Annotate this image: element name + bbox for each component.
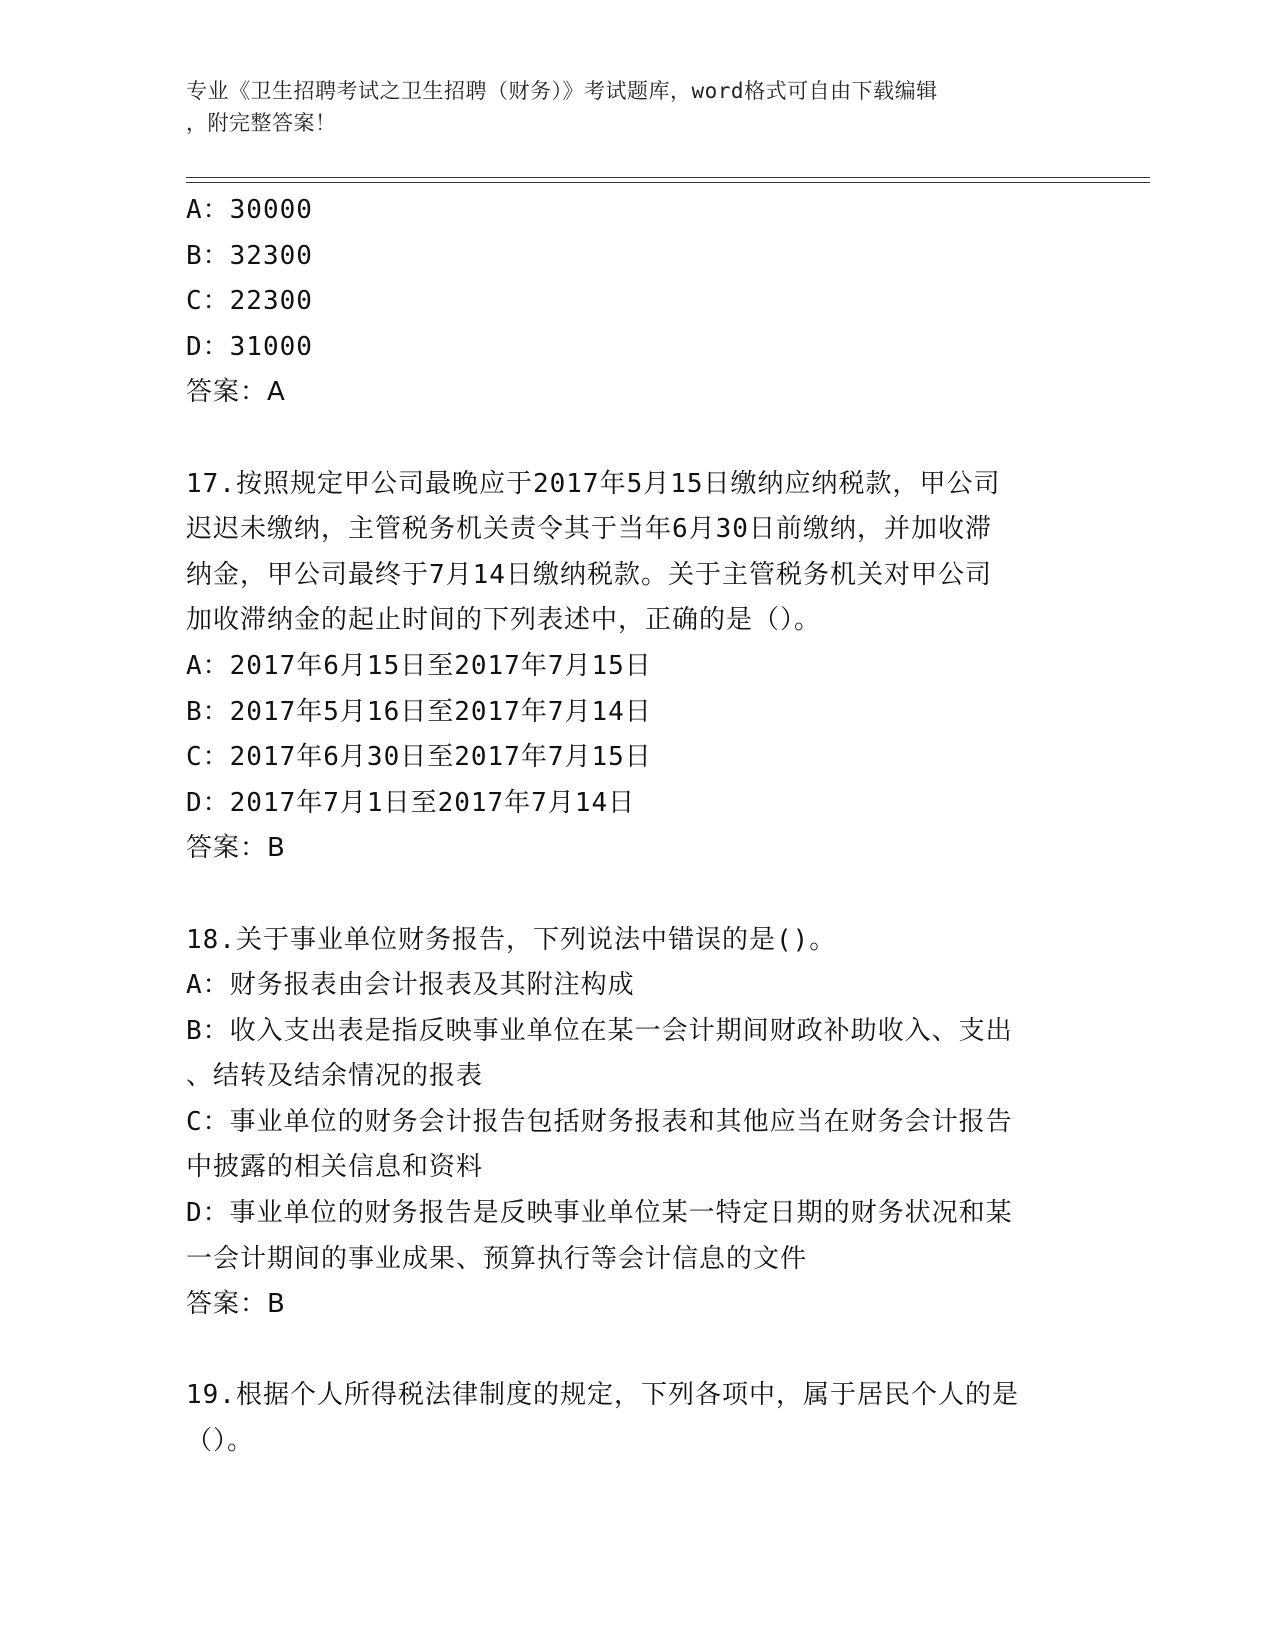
option-b: B：收入支出表是指反映事业单位在某一会计期间财政补助收入、支出 bbox=[186, 1015, 1013, 1046]
option-d: D：31000 bbox=[186, 331, 313, 362]
option-a: A：2017年6月15日至2017年7月15日 bbox=[186, 650, 652, 681]
spacer bbox=[186, 1328, 1076, 1374]
option-b: B：32300 bbox=[186, 240, 313, 271]
option-d: D：2017年7月1日至2017年7月14日 bbox=[186, 787, 636, 818]
question-stem-line: 18.关于事业单位财务报告，下列说法中错误的是()。 bbox=[186, 924, 837, 955]
question-16 bbox=[186, 188, 1076, 416]
option-c: C：22300 bbox=[186, 286, 313, 317]
document-header bbox=[186, 75, 1066, 139]
option-c: C：事业单位的财务会计报告包括财务报表和其他应当在财务会计报告 bbox=[186, 1106, 1013, 1137]
header-divider-bottom bbox=[186, 182, 1150, 183]
option-b-continued: 、结转及结余情况的报表 bbox=[186, 1061, 484, 1092]
option-d: D：事业单位的财务报告是反映事业单位某一特定日期的财务状况和某 bbox=[186, 1198, 1013, 1229]
question-18 bbox=[186, 918, 1076, 1328]
question-stem-line: 纳金，甲公司最终于7月14日缴纳税款。关于主管税务机关对甲公司 bbox=[186, 559, 992, 590]
option-a: A：30000 bbox=[186, 195, 313, 225]
spacer bbox=[186, 872, 1076, 918]
answer-line: 答案：A bbox=[186, 377, 286, 408]
answer-line: 答案：B bbox=[186, 833, 286, 864]
answer-line: 答案：B bbox=[186, 1289, 286, 1320]
question-stem-line: 加收滞纳金的起止时间的下列表述中，正确的是（）。 bbox=[186, 605, 822, 636]
question-17 bbox=[186, 462, 1076, 872]
spacer bbox=[186, 416, 1076, 462]
question-stem-line: 19.根据个人所得税法律制度的规定，下列各项中，属于居民个人的是 bbox=[186, 1380, 1019, 1411]
header-line-2: ，附完整答案！ bbox=[186, 111, 337, 135]
question-content bbox=[186, 188, 1076, 1465]
question-stem-line: 17.按照规定甲公司最晚应于2017年5月15日缴纳应纳税款，甲公司 bbox=[186, 468, 1001, 499]
header-divider-top bbox=[186, 177, 1150, 178]
header-line-1: 专业《卫生招聘考试之卫生招聘（财务）》考试题库，word格式可自由下载编辑 bbox=[186, 79, 938, 103]
option-b: B：2017年5月16日至2017年7月14日 bbox=[186, 696, 652, 727]
question-stem-line: 迟迟未缴纳，主管税务机关责令其于当年6月30日前缴纳，并加收滞 bbox=[186, 514, 992, 545]
question-19 bbox=[186, 1373, 1076, 1464]
question-stem-line: （）。 bbox=[186, 1426, 255, 1457]
option-c: C：2017年6月30日至2017年7月15日 bbox=[186, 742, 652, 773]
option-d-continued: 一会计期间的事业成果、预算执行等会计信息的文件 bbox=[186, 1243, 808, 1274]
option-a: A：财务报表由会计报表及其附注构成 bbox=[186, 970, 635, 1001]
option-c-continued: 中披露的相关信息和资料 bbox=[186, 1152, 484, 1183]
